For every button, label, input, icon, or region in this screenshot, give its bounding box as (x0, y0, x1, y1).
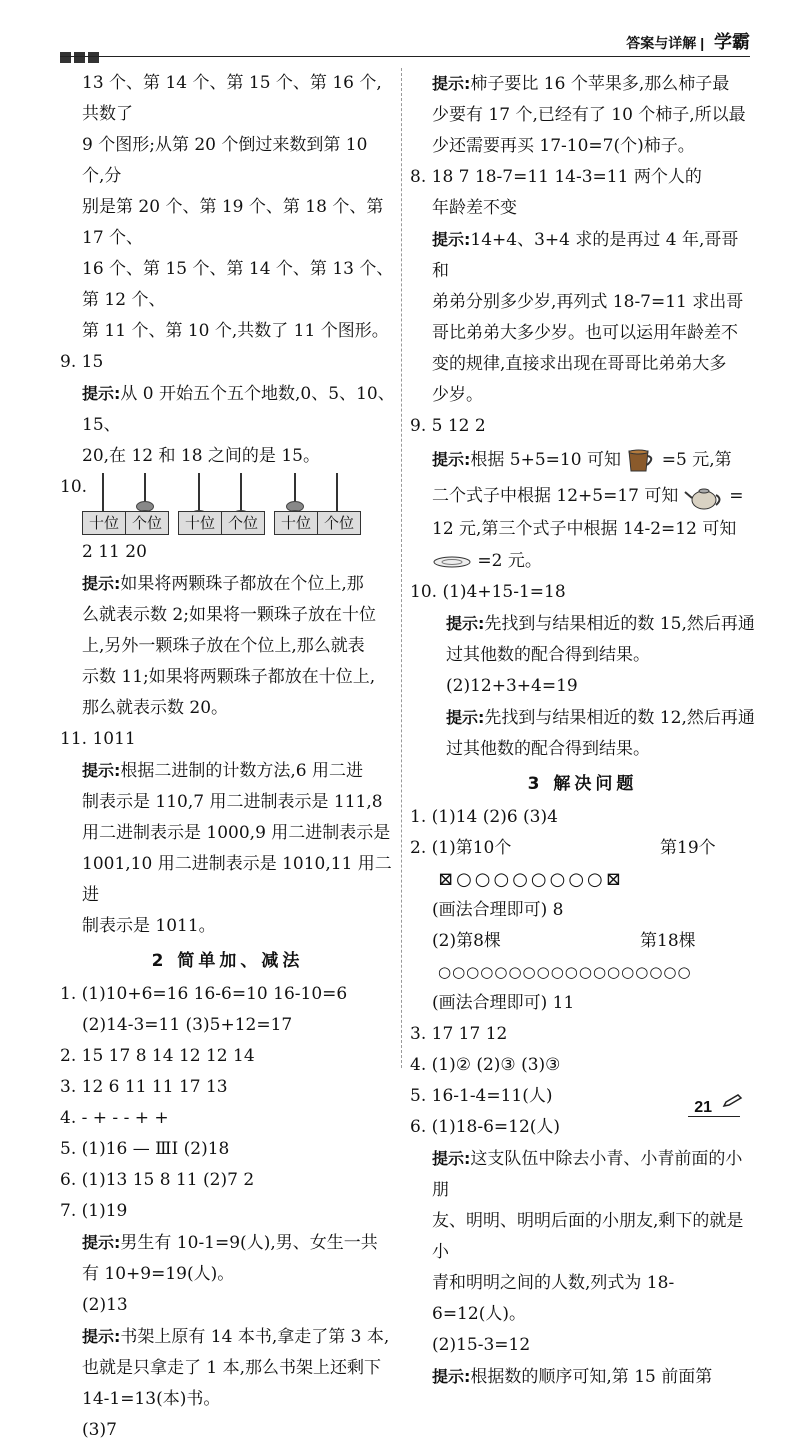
abacus-label: 十位 (274, 511, 318, 535)
section-title: 3 解决问题 (527, 774, 638, 794)
hint-text: 1001,10 用二进制表示是 1010,11 用二进 (82, 854, 392, 905)
hint-label: 提示: (432, 450, 471, 469)
hint-label: 提示: (432, 230, 471, 249)
hint-text: 少岁。 (432, 385, 483, 405)
hint-text: 14-1=13(本)书。 (82, 1389, 221, 1409)
abacus-label: 个位 (221, 511, 265, 535)
marker-label: 第19个 (660, 838, 716, 858)
question-10: 10. (60, 477, 88, 497)
hint-text: 12 元,第三个式子中根据 14-2=12 可知 (432, 519, 737, 539)
hint-text: 也就是只拿走了 1 本,那么书架上还剩下 (82, 1358, 382, 1378)
column-divider (401, 68, 402, 1068)
question-10: 10. (1)4+15-1=18 (410, 582, 566, 602)
hint-text: 过其他数的配合得到结果。 (446, 645, 650, 665)
abacus-label: 个位 (317, 511, 361, 535)
abacus-label: 十位 (82, 511, 126, 535)
hint-text: 先找到与结果相近的数 15,然后再通 (484, 614, 755, 634)
hint-text: 制表示是 110,7 用二进制表示是 111,8 (82, 792, 383, 812)
page-header (60, 30, 750, 60)
question-9: 9. 5 12 2 (410, 416, 486, 436)
hint-text: 那么就表示数 20。 (82, 698, 229, 718)
hint-text: 14+4、3+4 求的是再过 4 年,哥哥和 (432, 230, 739, 281)
hint-text: 变的规律,直接求出现在哥哥比弟弟大多 (432, 354, 727, 374)
hint-text: 根据二进制的计数方法,6 用二进 (120, 761, 364, 781)
answer-line: 年龄差不变 (432, 198, 517, 218)
answer-line: 1. (1)14 (2)6 (3)4 (410, 807, 558, 827)
section-title: 2 简单加、减法 (151, 951, 304, 971)
answer-line: 4. (1)② (2)③ (3)③ (410, 1055, 561, 1075)
hint-label: 提示: (82, 1233, 121, 1252)
cup-icon (626, 448, 656, 474)
hint-text: 友、明明、明明后面的小朋友,剩下的就是小 (432, 1211, 744, 1262)
abacus-label: 个位 (125, 511, 169, 535)
answer-line: (画法合理即可) 11 (432, 993, 575, 1013)
hint-label: 提示: (446, 708, 485, 727)
answer-line: 6. (1)13 15 8 11 (2)7 2 (60, 1170, 255, 1190)
hint-label: 提示: (446, 614, 485, 633)
hint-text: 弟弟分别多少岁,再列式 18-7=11 求出哥 (432, 292, 744, 312)
hint-text: 用二进制表示是 1000,9 用二进制表示是 (82, 823, 391, 843)
answer-line: 3. 12 6 11 11 17 13 (60, 1077, 228, 1097)
answer-line: 3. 17 17 12 (410, 1024, 508, 1044)
hint-label: 提示: (82, 574, 121, 593)
hint-text: 柿子要比 16 个苹果多,那么柿子最 (470, 74, 730, 94)
answer-line: (画法合理即可) 8 (432, 900, 564, 920)
hint-text: 20,在 12 和 18 之间的是 15。 (82, 446, 320, 466)
hint-text: 书架上原有 14 本书,拿走了第 3 本, (120, 1327, 390, 1347)
answer-line: 5. 16-1-4=11(人) (410, 1086, 553, 1106)
hint-text: 二个式子中根据 12+5=17 可知 (432, 486, 679, 506)
hint-text: 根据数的顺序可知,第 15 前面第 (470, 1367, 713, 1387)
hint-text: =2 元。 (477, 551, 542, 571)
answer-line: 6. (1)18-6=12(人) (410, 1117, 561, 1137)
answer-line: 1. (1)10+6=16 16-6=10 16-10=6 (60, 984, 348, 1004)
header-right: 答案与详解 | 学霸 (626, 32, 750, 52)
hint-text: 根据 5+5=10 可知 (470, 450, 621, 470)
text-line: 13 个、第 14 个、第 15 个、第 16 个,共数了 (82, 73, 382, 124)
header-rule (60, 56, 750, 57)
hint-label: 提示: (82, 384, 121, 403)
hint-text: 如果将两颗珠子都放在个位上,那 (120, 574, 364, 594)
text-line: 第 11 个、第 10 个,共数了 11 个图形。 (82, 321, 389, 341)
footer-rule (688, 1116, 740, 1117)
teapot-icon (684, 483, 724, 511)
circle-row: ⊠○○○○○○○○⊠ (438, 869, 624, 890)
answer-line: (3)7 (82, 1420, 117, 1440)
answer-line: (2)13 (82, 1295, 128, 1315)
right-column (410, 68, 755, 1393)
text-line: 9 个图形;从第 20 个倒过来数到第 10 个,分 (82, 135, 368, 186)
hint-text: = (729, 486, 744, 506)
hint-text: 少还需要再买 17-10=7(个)柿子。 (432, 136, 695, 156)
answer-line: 5. (1)16 — ⅢⅠ (2)18 (60, 1139, 230, 1159)
answer-line: (2)15-3=12 (432, 1335, 531, 1355)
hint-text: 哥比弟弟大多少岁。也可以运用年龄差不 (432, 323, 738, 343)
header-title: 答案与详解 (626, 35, 697, 51)
text-line: 别是第 20 个、第 19 个、第 18 个、第 17 个、 (82, 197, 384, 248)
header-brand: 学霸 (714, 32, 750, 52)
hint-label: 提示: (432, 74, 471, 93)
text-line: 16 个、第 15 个、第 14 个、第 13 个、第 12 个、 (82, 259, 394, 310)
hint-text: 青和明明之间的人数,列式为 18-6=12(人)。 (432, 1273, 675, 1324)
left-column (60, 68, 395, 1446)
page-number: 21 (694, 1099, 712, 1116)
hint-label: 提示: (432, 1149, 471, 1168)
hint-text: 这支队伍中除去小青、小青前面的小朋 (432, 1149, 743, 1200)
answer-text: 2. (1)第10个 (410, 838, 512, 858)
marker-label: 第18棵 (640, 931, 696, 951)
hint-text: 少要有 17 个,已经有了 10 个柿子,所以最 (432, 105, 746, 125)
hint-text: 上,另外一颗珠子放在个位上,那么就表 (82, 636, 365, 656)
hint-text: 先找到与结果相近的数 12,然后再通 (484, 708, 755, 728)
hint-label: 提示: (432, 1367, 471, 1386)
hint-text: 有 10+9=19(人)。 (82, 1264, 235, 1284)
answer-line: 7. (1)19 (60, 1201, 128, 1221)
hint-text: 过其他数的配合得到结果。 (446, 739, 650, 759)
abacus-label: 十位 (178, 511, 222, 535)
answer-line (410, 833, 755, 864)
question-8: 8. 18 7 18-7=11 14-3=11 两个人的 (410, 167, 702, 187)
hint-text: 么就表示数 2;如果将一颗珠子放在十位 (82, 605, 376, 625)
answer-line: 2. 15 17 8 14 12 12 14 (60, 1046, 255, 1066)
circle-row: ○○○○○○○○○○○○○○○○○○ (438, 963, 692, 981)
plate-icon (432, 554, 472, 570)
answer-line: (2)12+3+4=19 (446, 676, 578, 696)
pencil-icon (722, 1094, 744, 1108)
hint-text: 从 0 开始五个五个地数,0、5、10、15、 (82, 384, 395, 435)
hint-text: =5 元,第 (661, 450, 732, 470)
hint-label: 提示: (82, 761, 121, 780)
abacus-figure (82, 473, 395, 535)
answer-text: 2 11 20 (82, 542, 147, 562)
hint-text: 示数 11;如果将两颗珠子都放在十位上, (82, 667, 376, 687)
answer-line: 4. - + - - + + (60, 1108, 169, 1128)
answer-text: (2)第8棵 (432, 931, 501, 951)
hint-text: 制表示是 1011。 (82, 916, 216, 936)
question-11: 11. 1011 (60, 729, 136, 749)
answer-line: (2)14-3=11 (3)5+12=17 (82, 1015, 293, 1035)
hint-label: 提示: (82, 1327, 121, 1346)
question-9: 9. 15 (60, 352, 104, 372)
hint-text: 男生有 10-1=9(人),男、女生一共 (120, 1233, 378, 1253)
